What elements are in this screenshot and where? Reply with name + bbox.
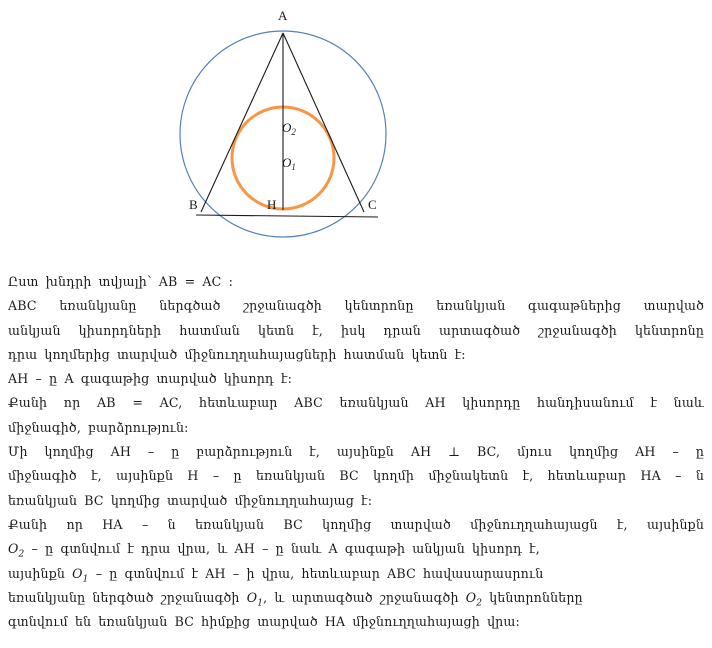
- text-line: միջնագիծ, բարձրություն:: [8, 419, 189, 435]
- text-line: Քանի որ HA – ն եռանկյան BC կողմից տարված միջնուղղահայացն է, այսինքն: [8, 516, 704, 532]
- text-line: եռանկյան BC կողմից տարված միջնուղղահայաց է:: [8, 492, 373, 508]
- vertex-label-a: A: [278, 8, 288, 23]
- side-bc: [196, 215, 378, 217]
- text-line: AH – ը A գագաթից տարված կիսորդ է:: [8, 371, 292, 387]
- text-line: Ըստ խնդրի տվյալի՝ AB = AC :: [8, 274, 233, 289]
- text-line: այսինքն $O_1$ – ը գտնվում է AH – ի վրա, հետևաբար ABC հավասարասրուն: [8, 565, 544, 585]
- math-o2: $O_2$: [465, 589, 483, 609]
- text-line: դրա կողմերից տարված միջնուղղահայացների հատման կետն է:: [8, 346, 466, 362]
- vertex-label-c: C: [368, 197, 377, 212]
- geometry-figure: [0, 0, 712, 265]
- math-o1: $O_1$: [72, 565, 89, 585]
- math-o1: $O_1$: [246, 589, 264, 609]
- center-label-o2: $O_2$: [282, 120, 296, 137]
- text-line: ABC եռանկյանը ներգծած շրջանագծի կենտրոնը եռանկյան գագաթներից տարված: [8, 298, 704, 314]
- text-line: $O_2$ – ը գտնվում է դրա վրա, և AH – ը նաև A գագաթի անկյան կիսորդ է,: [8, 541, 540, 560]
- text-line: եռանկյանը ներգծած շրջանագծի $O_1$, և արտագծած շրջանագծի $O_2$ կենտրոնները: [8, 589, 583, 609]
- solution-text: [8, 270, 704, 634]
- side-ac: [283, 33, 364, 212]
- vertex-label-b: B: [189, 197, 198, 212]
- side-ab: [201, 33, 283, 212]
- text-line: գտնվում են եռանկյան BC հիմքից տարված HA միջնուղղահայացի վրա:: [8, 614, 520, 630]
- text-line: Քանի որ AB = AC, հետևաբար ABC եռանկյան AH կիսորդը հանդիսանում է նաև: [8, 395, 704, 411]
- text-line: անկյան կիսորդների հատման կետն է, իսկ դրան արտագծած շրջանագծի կենտրոնը: [8, 322, 704, 338]
- text-line: միջնագիծ է, այսինքն H – ը եռանկյան BC կողմի միջնակետն է, հետևաբար HA – ն: [8, 468, 704, 484]
- center-label-o1: $O_1$: [282, 155, 296, 172]
- point-label-h: H: [267, 197, 277, 212]
- text-line: Մի կողմից AH – ը բարձրություն է, այսինքն AH ⊥ BC, մյուս կողմից AH – ը: [8, 444, 704, 460]
- math-o2: $O_2$: [8, 541, 25, 560]
